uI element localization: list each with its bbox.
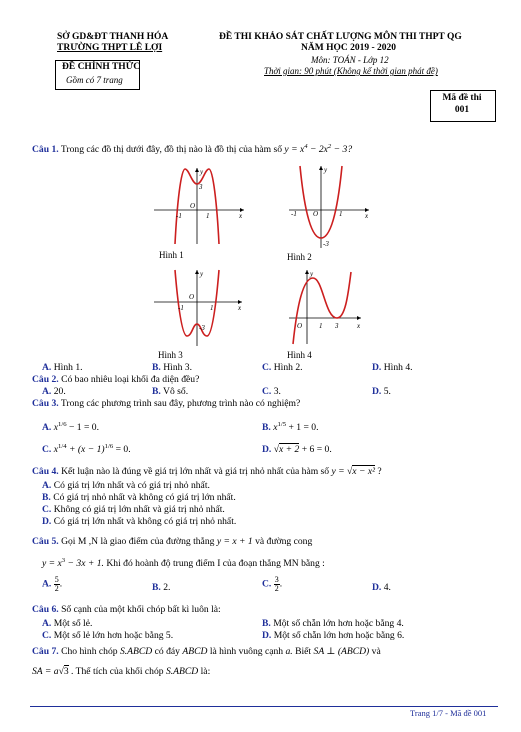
question-7-line-2: SA = a√3 . Thể tích của khối chóp S.ABCD là: [32, 666, 211, 677]
svg-text:y: y [324, 166, 328, 174]
q5-option-a[interactable]: A. $\frac{5}{2}$ . [42, 575, 63, 593]
question-4: Câu 4. Kết luận nào là đúng về giá trị lớn nhất và giá trị nhỏ nhất của hàm số y = √x − x² ? [32, 466, 382, 477]
school-year: NĂM HỌC 2019 - 2020 [301, 43, 396, 53]
function-formula: $y = x^4 - 2x^2 - 3$? [284, 142, 353, 155]
graph-hinh-2 [285, 162, 373, 250]
graph-hinh-3 [150, 266, 246, 348]
q5-option-c[interactable]: C. $\frac{3}{2}$ . [262, 575, 283, 593]
exam-code-value: 001 [454, 105, 470, 115]
q6-option-b[interactable]: B. Một số chẵn lớn hơn hoặc bằng 4. [262, 618, 404, 629]
q5-option-d[interactable]: D. 4. [372, 582, 391, 593]
axis-x-label: x [239, 212, 243, 220]
q1-option-a[interactable]: A. Hình 1. [42, 362, 83, 373]
caption-hinh-4: Hình 4 [287, 350, 312, 360]
question-6: Câu 6. Số cạnh của một khối chóp bất kì luôn là: [32, 604, 221, 615]
q1-option-b[interactable]: B. Hình 3. [152, 362, 192, 373]
q6-option-d[interactable]: D. Một số chẵn lớn hơn hoặc bằng 6. [262, 630, 405, 641]
q2-option-a[interactable]: A. 20. [42, 386, 66, 397]
svg-text:-3: -3 [199, 324, 205, 332]
svg-text:y: y [310, 270, 314, 278]
svg-text:-1: -1 [291, 210, 297, 218]
school-name: TRƯỜNG THPT LÊ LỢI [57, 43, 163, 53]
org-name: SỞ GD&ĐT THANH HÓA [57, 32, 169, 42]
q1-option-d[interactable]: D. Hình 4. [372, 362, 413, 373]
caption-hinh-3: Hình 3 [158, 350, 183, 360]
tick-3: 3 [199, 183, 203, 191]
axis-y-label: y [200, 168, 204, 176]
question-7: Câu 7. Cho hình chóp S.ABCD có đáy ABCD là hình vuông cạnh a. Biết SA ⊥ (ABCD) và [32, 646, 381, 657]
tick-1: 1 [206, 212, 210, 220]
q3-option-d[interactable]: D. √x + 2 + 6 = 0. [262, 444, 332, 455]
q2-option-c[interactable]: C. 3. [262, 386, 281, 397]
svg-text:x: x [365, 212, 369, 220]
q4-option-d[interactable]: D. Có giá trị lớn nhất và không có giá trị nhỏ nhất. [42, 516, 237, 527]
svg-text:3: 3 [335, 322, 339, 330]
q4-option-c[interactable]: C. Không có giá trị lớn nhất và giá trị nhỏ nhất. [42, 504, 225, 515]
q4-option-a[interactable]: A. Có giá trị lớn nhất và có giá trị nhỏ nhất. [42, 480, 210, 491]
question-label: Câu 1. [32, 144, 59, 155]
time-note: Thời gian: 90 phút (Không kể thời gian phát đề) [264, 66, 438, 76]
svg-text:-3: -3 [323, 240, 329, 248]
svg-text:O: O [297, 322, 303, 330]
svg-text:1: 1 [339, 210, 343, 218]
q3-option-a[interactable]: A. $x^{1/6} - 1 = 0$. [42, 420, 100, 433]
question-5-line-2: $y = x^3 - 3x + 1$. Khi đó hoành độ trung điểm I của đoạn thẳng MN bằng : [42, 556, 325, 569]
origin-label: O [190, 202, 196, 210]
tick-minus-1: -1 [176, 212, 182, 220]
footer-divider [30, 706, 498, 707]
svg-text:x: x [238, 304, 242, 312]
svg-text:O: O [189, 293, 195, 301]
svg-text:x: x [357, 322, 361, 330]
q3-option-b[interactable]: B. $x^{1/5} + 1 = 0$. [262, 420, 319, 433]
graph-hinh-4 [285, 266, 365, 346]
q6-option-c[interactable]: C. Một số lẻ lớn hơn hoặc bằng 5. [42, 630, 174, 641]
question-5: Câu 5. Gọi M ,N là giao điểm của đường thẳng y = x + 1 và đường cong [32, 536, 313, 547]
question-1 [32, 144, 352, 155]
svg-text:1: 1 [210, 304, 214, 312]
q1-option-c[interactable]: C. Hình 2. [262, 362, 303, 373]
q6-option-a[interactable]: A. Một số lẻ. [42, 618, 93, 629]
svg-text:-1: -1 [178, 304, 184, 312]
q3-option-c[interactable]: C. $x^{1/4} + (x - 1)^{1/6} = 0$. [42, 442, 131, 455]
q2-option-d[interactable]: D. 5. [372, 386, 391, 397]
official-label: ĐỀ CHÍNH THỨC [62, 62, 141, 72]
svg-text:O: O [313, 210, 319, 218]
svg-text:y: y [200, 270, 204, 278]
exam-title: ĐỀ THI KHẢO SÁT CHẤT LƯỢNG MÔN THI THPT QG [219, 32, 462, 42]
question-3: Câu 3. Trong các phương trình sau đây, phương trình nào có nghiệm? [32, 398, 301, 409]
graph-hinh-1 [148, 164, 248, 246]
q4-option-b[interactable]: B. Có giá trị nhỏ nhất và không có giá trị lớn nhất. [42, 492, 236, 503]
exam-code-label: Mã đề thi [442, 93, 482, 103]
caption-hinh-1: Hình 1 [159, 250, 184, 260]
q5-option-b[interactable]: B. 2. [152, 582, 171, 593]
subject-line: Môn: TOÁN - Lớp 12 [311, 55, 389, 65]
q2-option-b[interactable]: B. Vô số. [152, 386, 189, 397]
question-text: Trong các đồ thị dưới đây, đồ thị nào là đồ thị của hàm số [60, 144, 283, 155]
pages-note: Gồm có 7 trang [66, 75, 123, 85]
page-footer: Trang 1/7 - Mã đề 001 [410, 708, 487, 718]
caption-hinh-2: Hình 2 [287, 252, 312, 262]
svg-text:1: 1 [319, 322, 323, 330]
question-2: Câu 2. Có bao nhiêu loại khối đa diện đều? [32, 374, 200, 385]
